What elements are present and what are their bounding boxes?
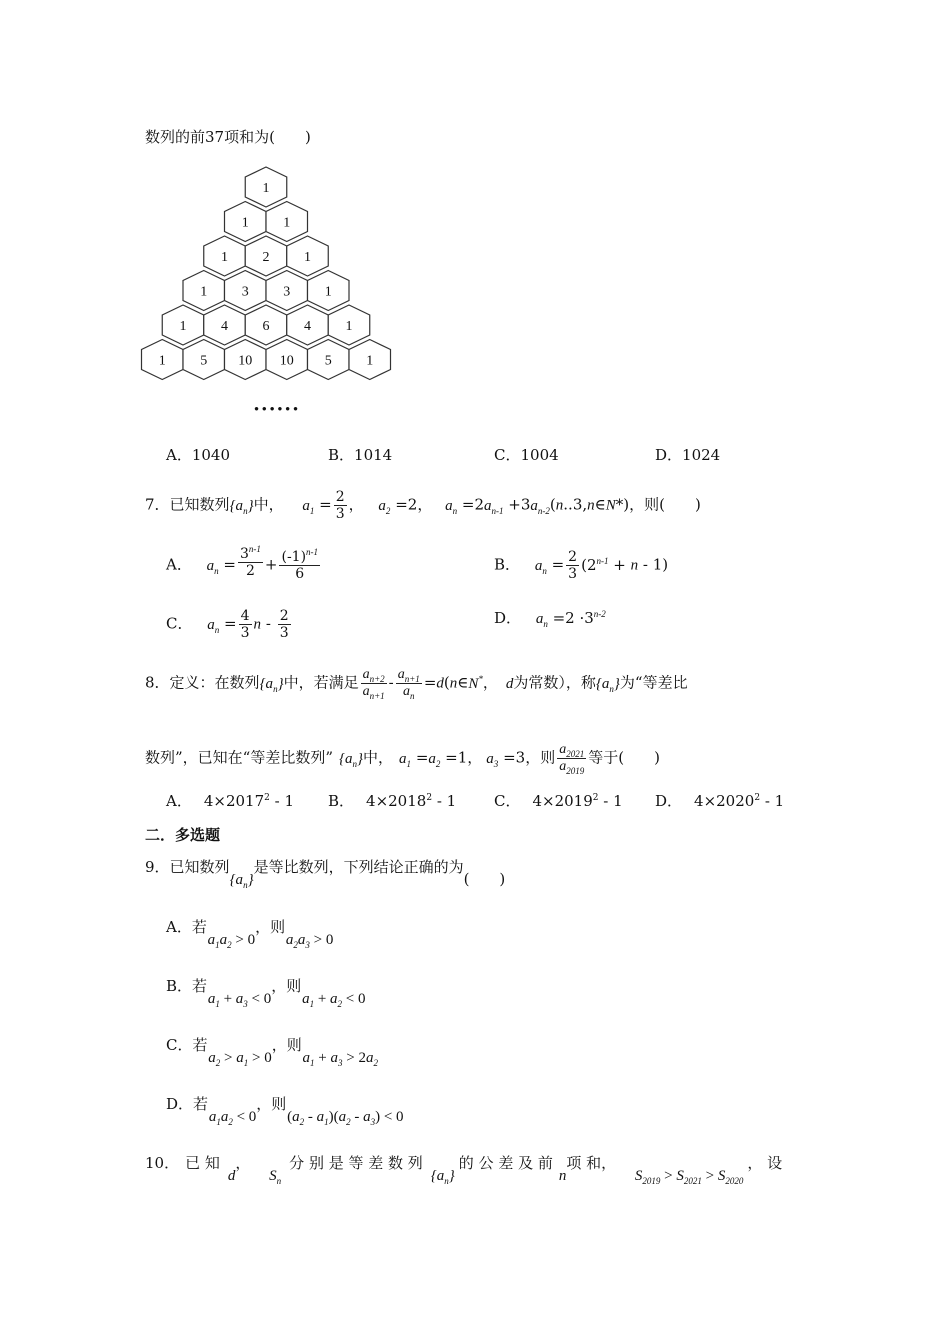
hexagon-value: 5 xyxy=(324,353,332,369)
q7-option-a: A． $a_n$ = $\frac{3^{n-1}}{2}$ + $\frac{(-1)^{n-1}}{6}$ xyxy=(166,544,319,582)
hexagon-value: 2 xyxy=(262,250,270,265)
hexagon-value: 5 xyxy=(200,353,208,369)
hexagon-value: 3 xyxy=(241,284,249,300)
q6-option-d: D．1024 xyxy=(655,446,721,464)
q8-option-a: A． $4\times 2017^2 - 1$ xyxy=(166,792,295,810)
hexagon-value: 1 xyxy=(179,319,187,334)
q8-stem-line2: 数列”，已知在“等差比数列” $\{a_n\}$中， $a_1 =a_2 =1$， $a_3 =3$，则 $\frac{a_{2021}}{a_{2019}}$ 等于( ) xyxy=(145,742,660,776)
section-title-multiple-choice: 二．多选题 xyxy=(145,826,221,844)
q9-option-a: A．若 $a_1a_2 > 0$，则 $a_2a_3 > 0$ xyxy=(166,918,334,950)
ellipsis-dots: • • • • • • xyxy=(254,401,298,416)
pascal-hexagon-triangle xyxy=(140,160,410,420)
hexagon-value: 6 xyxy=(262,319,270,334)
hexagon-value: 1 xyxy=(366,353,374,369)
hexagon-value: 3 xyxy=(283,284,291,300)
hexagon-value: 10 xyxy=(238,353,253,369)
q6-option-a: A．1040 xyxy=(166,446,231,464)
q10-stem: 10． 已 知d， $S_n$分 别 是 等 差 数 列$\{a_n\}$的 公 差 及 前n项 和， $S_{2019} > S_{2021} > S_{2020}$， 设 xyxy=(145,1154,783,1186)
q7-option-c: C． $a_n$ = $\frac{4}{3}$ n - $\frac{2}{3}$ xyxy=(166,608,289,641)
q6-stem: 数列的前37项和为( ) xyxy=(145,128,311,146)
q9-option-d: D．若 $a_1a_2 < 0$，则 $(a_2 - a_1)(a_2 - a_3) < 0$ xyxy=(166,1095,404,1127)
hexagon-value: 1 xyxy=(241,215,249,231)
q8-stem-line1: 8．定义：在数列$\{a_n\}$中，若满足 $\frac{a_{n+2}}{a_{n+1}}$ - $\frac{a_{n+1}}{a_n}$ =d(n∈N*， d为常数），称$\{a_n\}$为“等差比 xyxy=(145,667,688,701)
q7-option-d: D． $a_n =2 \cdot 3^{n-2}$ xyxy=(494,609,606,629)
q8-option-b: B． $4\times 2018^2 - 1$ xyxy=(328,792,457,810)
q9-stem: 9．已知数列$\{a_n\}$是等比数列，下列结论正确的为( ) xyxy=(145,858,506,890)
hexagon-value: 1 xyxy=(158,353,166,369)
q6-option-b: B．1014 xyxy=(328,446,393,464)
hexagon-value: 1 xyxy=(304,250,311,265)
hexagon-value: 4 xyxy=(221,319,228,334)
hexagon-value: 1 xyxy=(324,284,332,300)
hexagon-value: 1 xyxy=(221,250,228,265)
q9-option-c: C．若 $a_2 > a_1 > 0$，则 $a_1 + a_3 > 2a_2$ xyxy=(166,1036,378,1068)
q8-option-c: C． $4\times 2019^2 - 1$ xyxy=(494,792,623,810)
q6-option-c: C．1004 xyxy=(494,446,559,464)
hexagon-value: 10 xyxy=(279,353,294,369)
q8-option-d: D． $4\times 2020^2 - 1$ xyxy=(655,792,785,810)
hexagon-value: 4 xyxy=(304,319,311,334)
hexagon-value: 1 xyxy=(345,319,353,334)
hexagon-value: 1 xyxy=(262,181,270,196)
q7-option-b: B． $a_n$ = $\frac{2}{3}$ $(2^{n-1} + n - 1)$ xyxy=(494,549,669,582)
hexagon-value: 1 xyxy=(200,284,208,300)
hexagon-value: 1 xyxy=(283,215,291,231)
q9-option-b: B．若 $a_1 + a_3 < 0$，则 $a_1 + a_2 < 0$ xyxy=(166,977,366,1009)
q7-stem: 7．已知数列$\{a_n\}$中， $a_1$ = $\frac{2}{3}$ ， $a_2 =2$， $a_n =2a_{n-1}$ $+3a_{n-2}(n..3,n\in N*)$，则( ) xyxy=(145,489,701,522)
